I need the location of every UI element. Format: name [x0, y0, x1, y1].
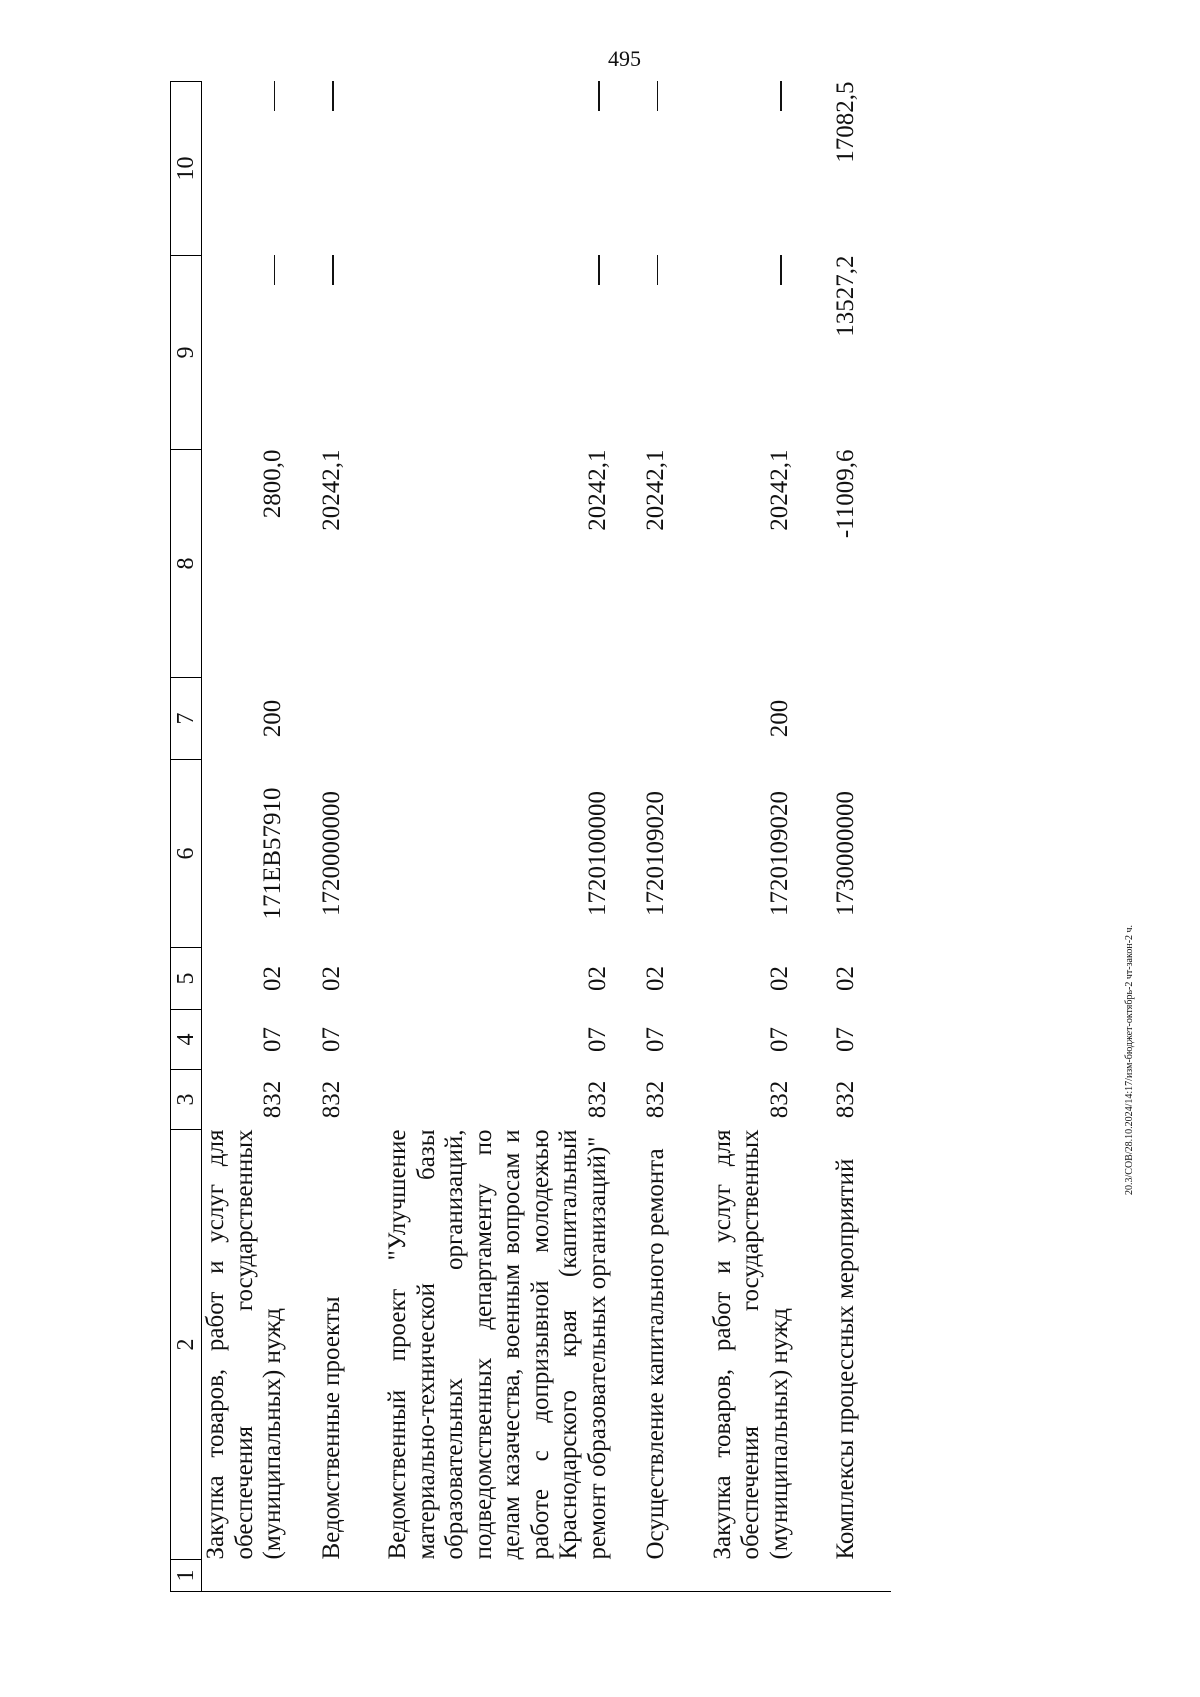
- cell-name: Осуществление капитального ремонта: [642, 1148, 669, 1560]
- table-row: [384, 82, 612, 1592]
- cell-name: Закупка товаров, работ и услуг для обеспечения государственных (муниципальных) нужд: [202, 1129, 286, 1560]
- cell-ministry-code: 832: [583, 1080, 611, 1119]
- cell-amount-col9: [318, 256, 347, 450]
- cell-target-article: 1720100000: [583, 791, 611, 916]
- cell-amount-col10: [384, 82, 612, 256]
- cell-amount-col10: [318, 82, 347, 256]
- cell-subsection: 02: [642, 966, 669, 991]
- cell-subsection: 02: [765, 966, 793, 991]
- row-spacer: [861, 82, 891, 1592]
- cell-target-article: 1720109020: [642, 791, 669, 916]
- cell-target-article: 1720000000: [317, 791, 345, 916]
- dash-mark: [274, 256, 276, 286]
- cell-name: Ведомственный проект "Улучшение материально-технической базы образовательных организаций, подведомственных департаменту по делам казачества, военным вопросам и работе с допризывной молодежью Краснодарского края (капитальный ремонт образовательных организаций)": [384, 1129, 611, 1560]
- dash-mark: [598, 82, 600, 112]
- cell-section: 07: [832, 1027, 859, 1052]
- cell-amount-col8: 20242,1: [642, 449, 669, 531]
- cell-subsection: 02: [259, 966, 286, 991]
- column-header: 5: [171, 948, 202, 1010]
- column-header: 3: [171, 1070, 202, 1130]
- table-row: [202, 82, 288, 1592]
- cell-amount-col10: [202, 82, 288, 256]
- cell-target-article: 1720109020: [765, 791, 793, 916]
- cell-amount-col8: -11009,6: [832, 449, 859, 539]
- column-header: 8: [171, 450, 202, 678]
- cell-ministry-code: 832: [832, 1080, 859, 1119]
- page-number: 495: [608, 46, 641, 71]
- cell-amount-col8: 20242,1: [317, 449, 345, 531]
- cell-number: [642, 1560, 671, 1592]
- cell-subsection: 02: [832, 966, 859, 991]
- cell-amount-col8: 20242,1: [765, 449, 793, 531]
- dash-mark: [657, 82, 659, 112]
- column-header: 1: [171, 1560, 202, 1592]
- cell-ministry-code: 832: [317, 1080, 345, 1119]
- cell-target-article: 1730000000: [832, 791, 859, 916]
- cell-section: 07: [259, 1027, 286, 1052]
- cell-amount-col10: 17082,5: [832, 81, 859, 163]
- cell-name: Комплексы процессных мероприятий: [832, 1158, 859, 1560]
- cell-target-article: 171EB57910: [259, 787, 286, 920]
- row-spacer: [671, 82, 709, 1592]
- row-spacer: [288, 82, 318, 1592]
- table-row: [832, 82, 861, 1592]
- table-header-row: [171, 82, 202, 1592]
- row-spacer: [346, 82, 384, 1592]
- cell-amount-col10: [709, 82, 795, 256]
- dash-mark: [780, 82, 782, 112]
- cell-subsection: 02: [583, 966, 611, 991]
- column-header: 9: [171, 256, 202, 450]
- column-header: 10: [171, 82, 202, 256]
- cell-expense-type: 200: [259, 699, 286, 738]
- cell-ministry-code: 832: [765, 1080, 793, 1119]
- column-header: 2: [171, 1130, 202, 1560]
- cell-section: 07: [642, 1027, 669, 1052]
- cell-name: Ведомственные проекты: [317, 1296, 345, 1560]
- dash-mark: [780, 256, 782, 286]
- cell-number: [384, 1560, 612, 1592]
- column-header: 7: [171, 678, 202, 760]
- cell-number: [202, 1560, 288, 1592]
- cell-name: Закупка товаров, работ и услуг для обеспечения государственных (муниципальных) нужд: [708, 1129, 793, 1560]
- cell-amount-col8: 20242,1: [583, 449, 611, 531]
- cell-ministry-code: 832: [259, 1080, 286, 1119]
- dash-mark: [332, 256, 334, 286]
- table-row: [318, 82, 347, 1592]
- dash-mark: [657, 256, 659, 286]
- cell-expense-type: [318, 678, 347, 760]
- cell-ministry-code: 832: [642, 1080, 669, 1119]
- cell-section: 07: [317, 1027, 345, 1052]
- footer-document-code: 20.3/СОВ/28.10.2024/14:17/изм-бюджет-октябрь-2 чт-закон-2 ч.: [1124, 924, 1135, 1195]
- cell-amount-col10: [642, 82, 671, 256]
- cell-expense-type: 200: [765, 699, 793, 738]
- budget-table: [170, 81, 891, 1592]
- cell-number: [709, 1560, 795, 1592]
- row-spacer: [612, 82, 642, 1592]
- cell-expense-type: [642, 678, 671, 760]
- cell-amount-col9: [202, 256, 288, 450]
- cell-number: [318, 1560, 347, 1592]
- row-spacer: [794, 82, 832, 1592]
- cell-subsection: 02: [317, 966, 345, 991]
- table-row: [709, 82, 795, 1592]
- cell-amount-col9: [709, 256, 795, 450]
- cell-amount-col9: [384, 256, 612, 450]
- cell-section: 07: [765, 1027, 793, 1052]
- cell-amount-col8: 2800,0: [259, 449, 286, 519]
- cell-section: 07: [583, 1027, 611, 1052]
- column-header: 4: [171, 1010, 202, 1070]
- column-header: 6: [171, 760, 202, 948]
- cell-amount-col9: [642, 256, 671, 450]
- cell-expense-type: [384, 678, 612, 760]
- table-row: [642, 82, 671, 1592]
- dash-mark: [332, 82, 334, 112]
- dash-mark: [598, 256, 600, 286]
- dash-mark: [274, 82, 276, 112]
- cell-number: [832, 1560, 861, 1592]
- budget-table-rotated: [170, 82, 1010, 1592]
- cell-expense-type: [832, 678, 861, 760]
- cell-amount-col9: 13527,2: [832, 255, 859, 337]
